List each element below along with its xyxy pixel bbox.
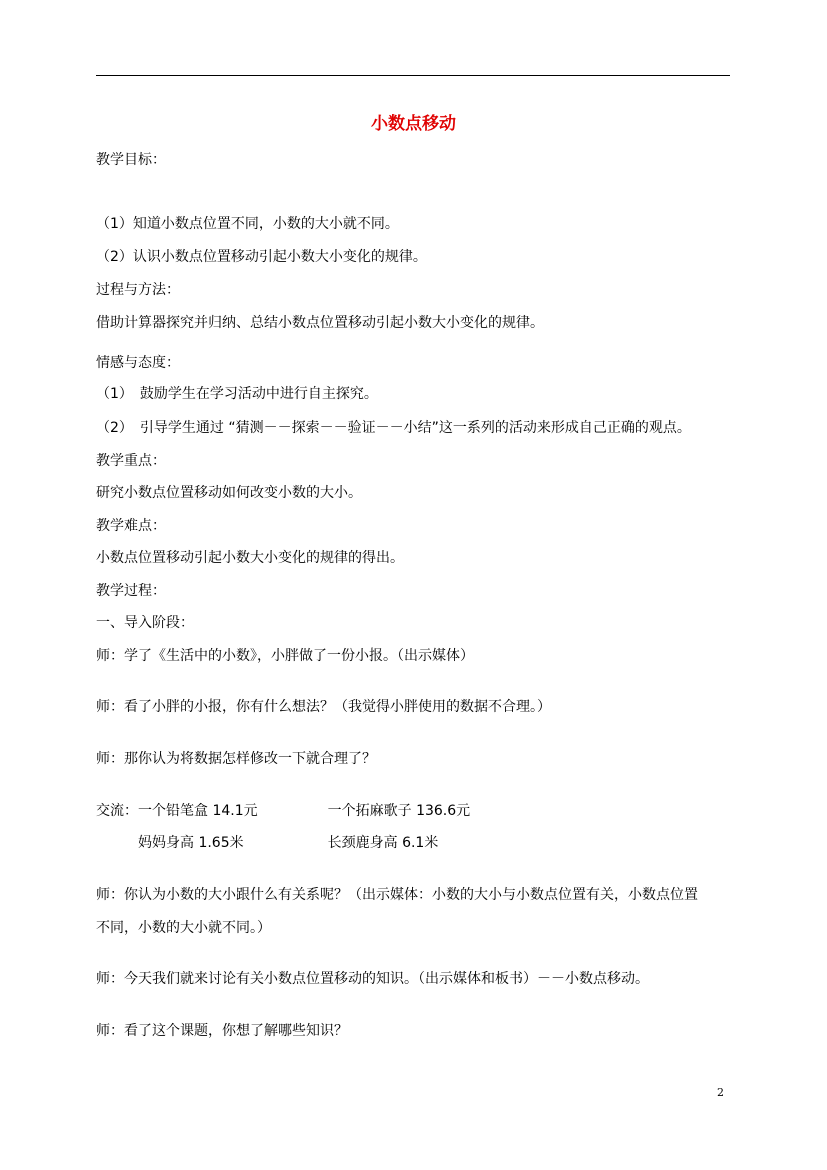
text-line-dialogue-3: 师：那你认为将数据怎样修改一下就合理了？ <box>96 751 376 767</box>
text-line-goal-2: （2）认识小数点位置移动引起小数大小变化的规律。 <box>96 249 427 265</box>
text-line-exchange-2: 妈妈身高 1.65米 长颈鹿身高 6.1米 <box>96 835 439 851</box>
text-line-dialogue-2: 师：看了小胖的小报，你有什么想法？（我觉得小胖使用的数据不合理。） <box>96 699 551 715</box>
text-line-teaching-process: 教学过程： <box>96 583 166 599</box>
text-line-difficulty-detail: 小数点位置移动引起小数大小变化的规律的得出。 <box>96 550 404 566</box>
text-line-intro-stage: 一、导入阶段： <box>96 615 194 631</box>
header-rule <box>96 75 730 76</box>
text-line-difficulty: 教学难点： <box>96 518 166 534</box>
text-line-key-point: 教学重点： <box>96 453 166 469</box>
document-title: 小数点移动 <box>371 114 456 134</box>
text-line-process-detail: 借助计算器探究并归纳、总结小数点位置移动引起小数大小变化的规律。 <box>96 315 544 331</box>
text-line-key-point-detail: 研究小数点位置移动如何改变小数的大小。 <box>96 485 362 501</box>
text-line-goal-1: （1）知道小数点位置不同，小数的大小就不同。 <box>96 216 399 232</box>
text-line-emotion-attitude: 情感与态度： <box>96 355 180 371</box>
text-line-teaching-goals: 教学目标： <box>96 152 166 168</box>
text-line-attitude-1: （1） 鼓励学生在学习活动中进行自主探究。 <box>96 386 378 402</box>
text-line-exchange-1: 交流：一个铅笔盒 14.1元 一个拓麻歌子 136.6元 <box>96 803 471 819</box>
text-line-process-method: 过程与方法： <box>96 282 180 298</box>
page-number: 2 <box>717 1086 724 1099</box>
text-line-dialogue-4a: 师：你认为小数的大小跟什么有关系呢？（出示媒体：小数的大小与小数点位置有关，小数点位置 <box>96 887 698 903</box>
text-line-attitude-2: （2） 引导学生通过 “猜测－－探索－－验证－－小结”这一系列的活动来形成自己正确的观点。 <box>96 420 691 436</box>
text-line-dialogue-1: 师：学了《生活中的小数》，小胖做了一份小报。（出示媒体） <box>96 648 474 664</box>
text-line-dialogue-6: 师：看了这个课题，你想了解哪些知识？ <box>96 1023 348 1039</box>
text-line-dialogue-4b: 不同，小数的大小就不同。） <box>96 920 271 936</box>
text-line-dialogue-5: 师：今天我们就来讨论有关小数点位置移动的知识。（出示媒体和板书）－－小数点移动。 <box>96 971 649 987</box>
